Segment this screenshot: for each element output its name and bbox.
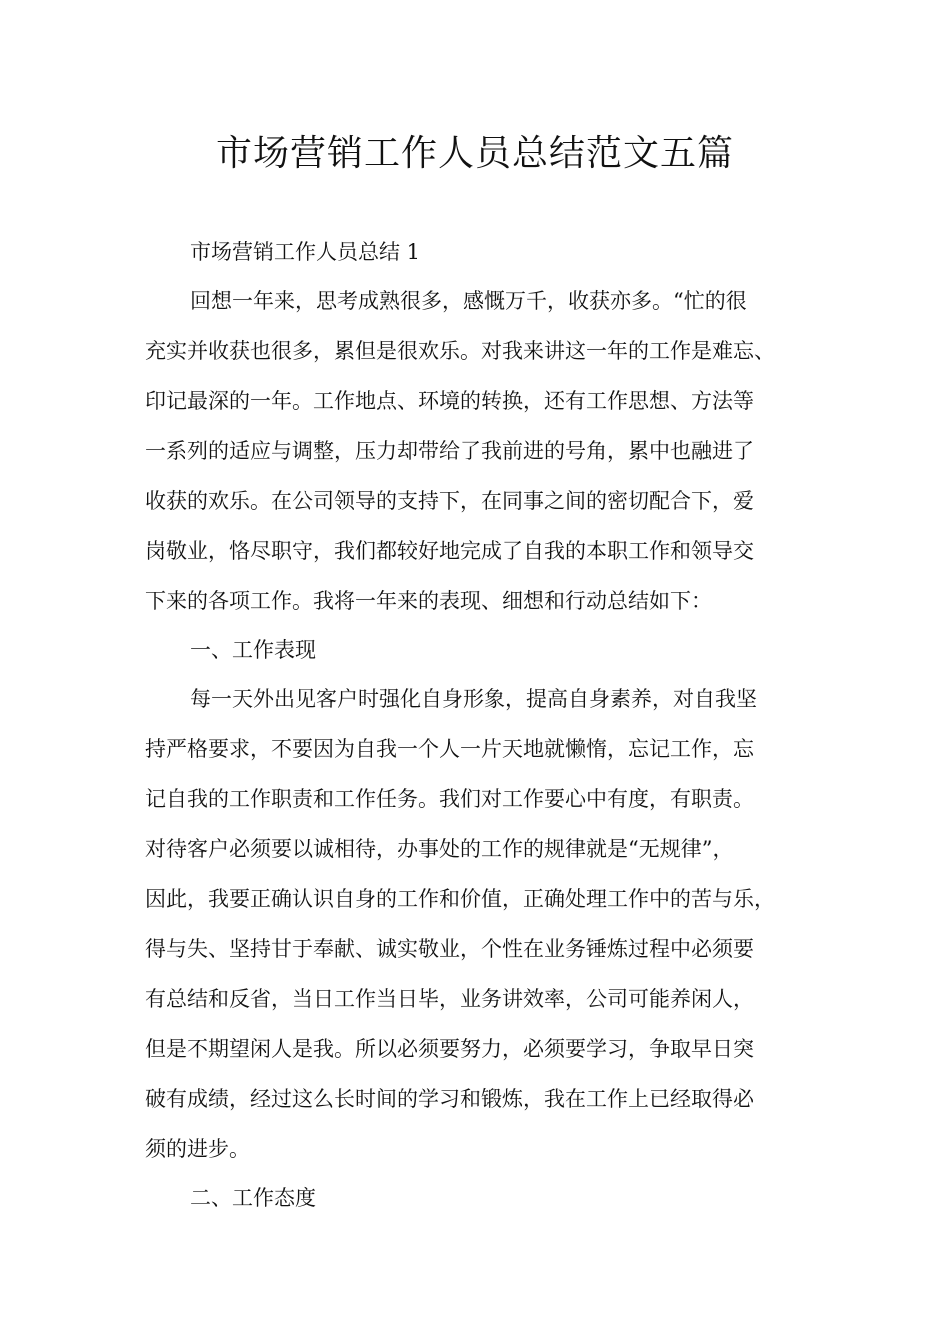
paragraph2-line: 有总结和反省，当日工作当日毕，业务讲效率，公司可能养闲人， (145, 987, 754, 1011)
paragraph2-line: 因此，我要正确认识自身的工作和价值，正确处理工作中的苦与乐， (145, 887, 775, 911)
paragraph1-line: 下来的各项工作。我将一年来的表现、细想和行动总结如下： (145, 589, 712, 613)
paragraph1-line: 岗敬业，恪尽职守，我们都较好地完成了自我的本职工作和领导交 (145, 539, 754, 563)
paragraph2-line: 记自我的工作职责和工作任务。我们对工作要心中有度，有职责。 (145, 787, 754, 811)
document-title: 市场营销工作人员总结范文五篇 (215, 133, 734, 174)
paragraph1-line: 收获的欢乐。在公司领导的支持下，在同事之间的密切配合下，爱 (145, 489, 754, 513)
subheading-work-attitude: 二、工作态度 (190, 1186, 316, 1210)
paragraph2-line: 须的进步。 (145, 1137, 250, 1161)
paragraph1-line: 一系列的适应与调整，压力却带给了我前进的号角，累中也融进了 (145, 439, 754, 463)
paragraph2-line: 对待客户必须要以诚相待，办事处的工作的规律就是“无规律”， (145, 837, 734, 861)
subheading-work-performance: 一、工作表现 (190, 638, 316, 662)
section-heading: 市场营销工作人员总结 1 (190, 240, 421, 264)
paragraph1-line: 印记最深的一年。工作地点、环境的转换，还有工作思想、方法等 (145, 389, 754, 413)
paragraph2-line: 破有成绩，经过这么长时间的学习和锻炼，我在工作上已经取得必 (145, 1087, 754, 1111)
paragraph1-line: 充实并收获也很多，累但是很欢乐。对我来讲这一年的工作是难忘、 (145, 339, 775, 363)
paragraph2-line: 但是不期望闲人是我。所以必须要努力，必须要学习，争取早日突 (145, 1037, 754, 1061)
paragraph2-line: 持严格要求，不要因为自我一个人一片天地就懒惰，忘记工作，忘 (145, 737, 754, 761)
paragraph2-line: 得与失、坚持甘于奉献、诚实敬业，个性在业务锤炼过程中必须要 (145, 937, 754, 961)
paragraph2-line: 每一天外出见客户时强化自身形象，提高自身素养，对自我坚 (190, 687, 757, 711)
paragraph1-line: 回想一年来，思考成熟很多，感慨万千，收获亦多。“忙的很 (190, 289, 747, 313)
